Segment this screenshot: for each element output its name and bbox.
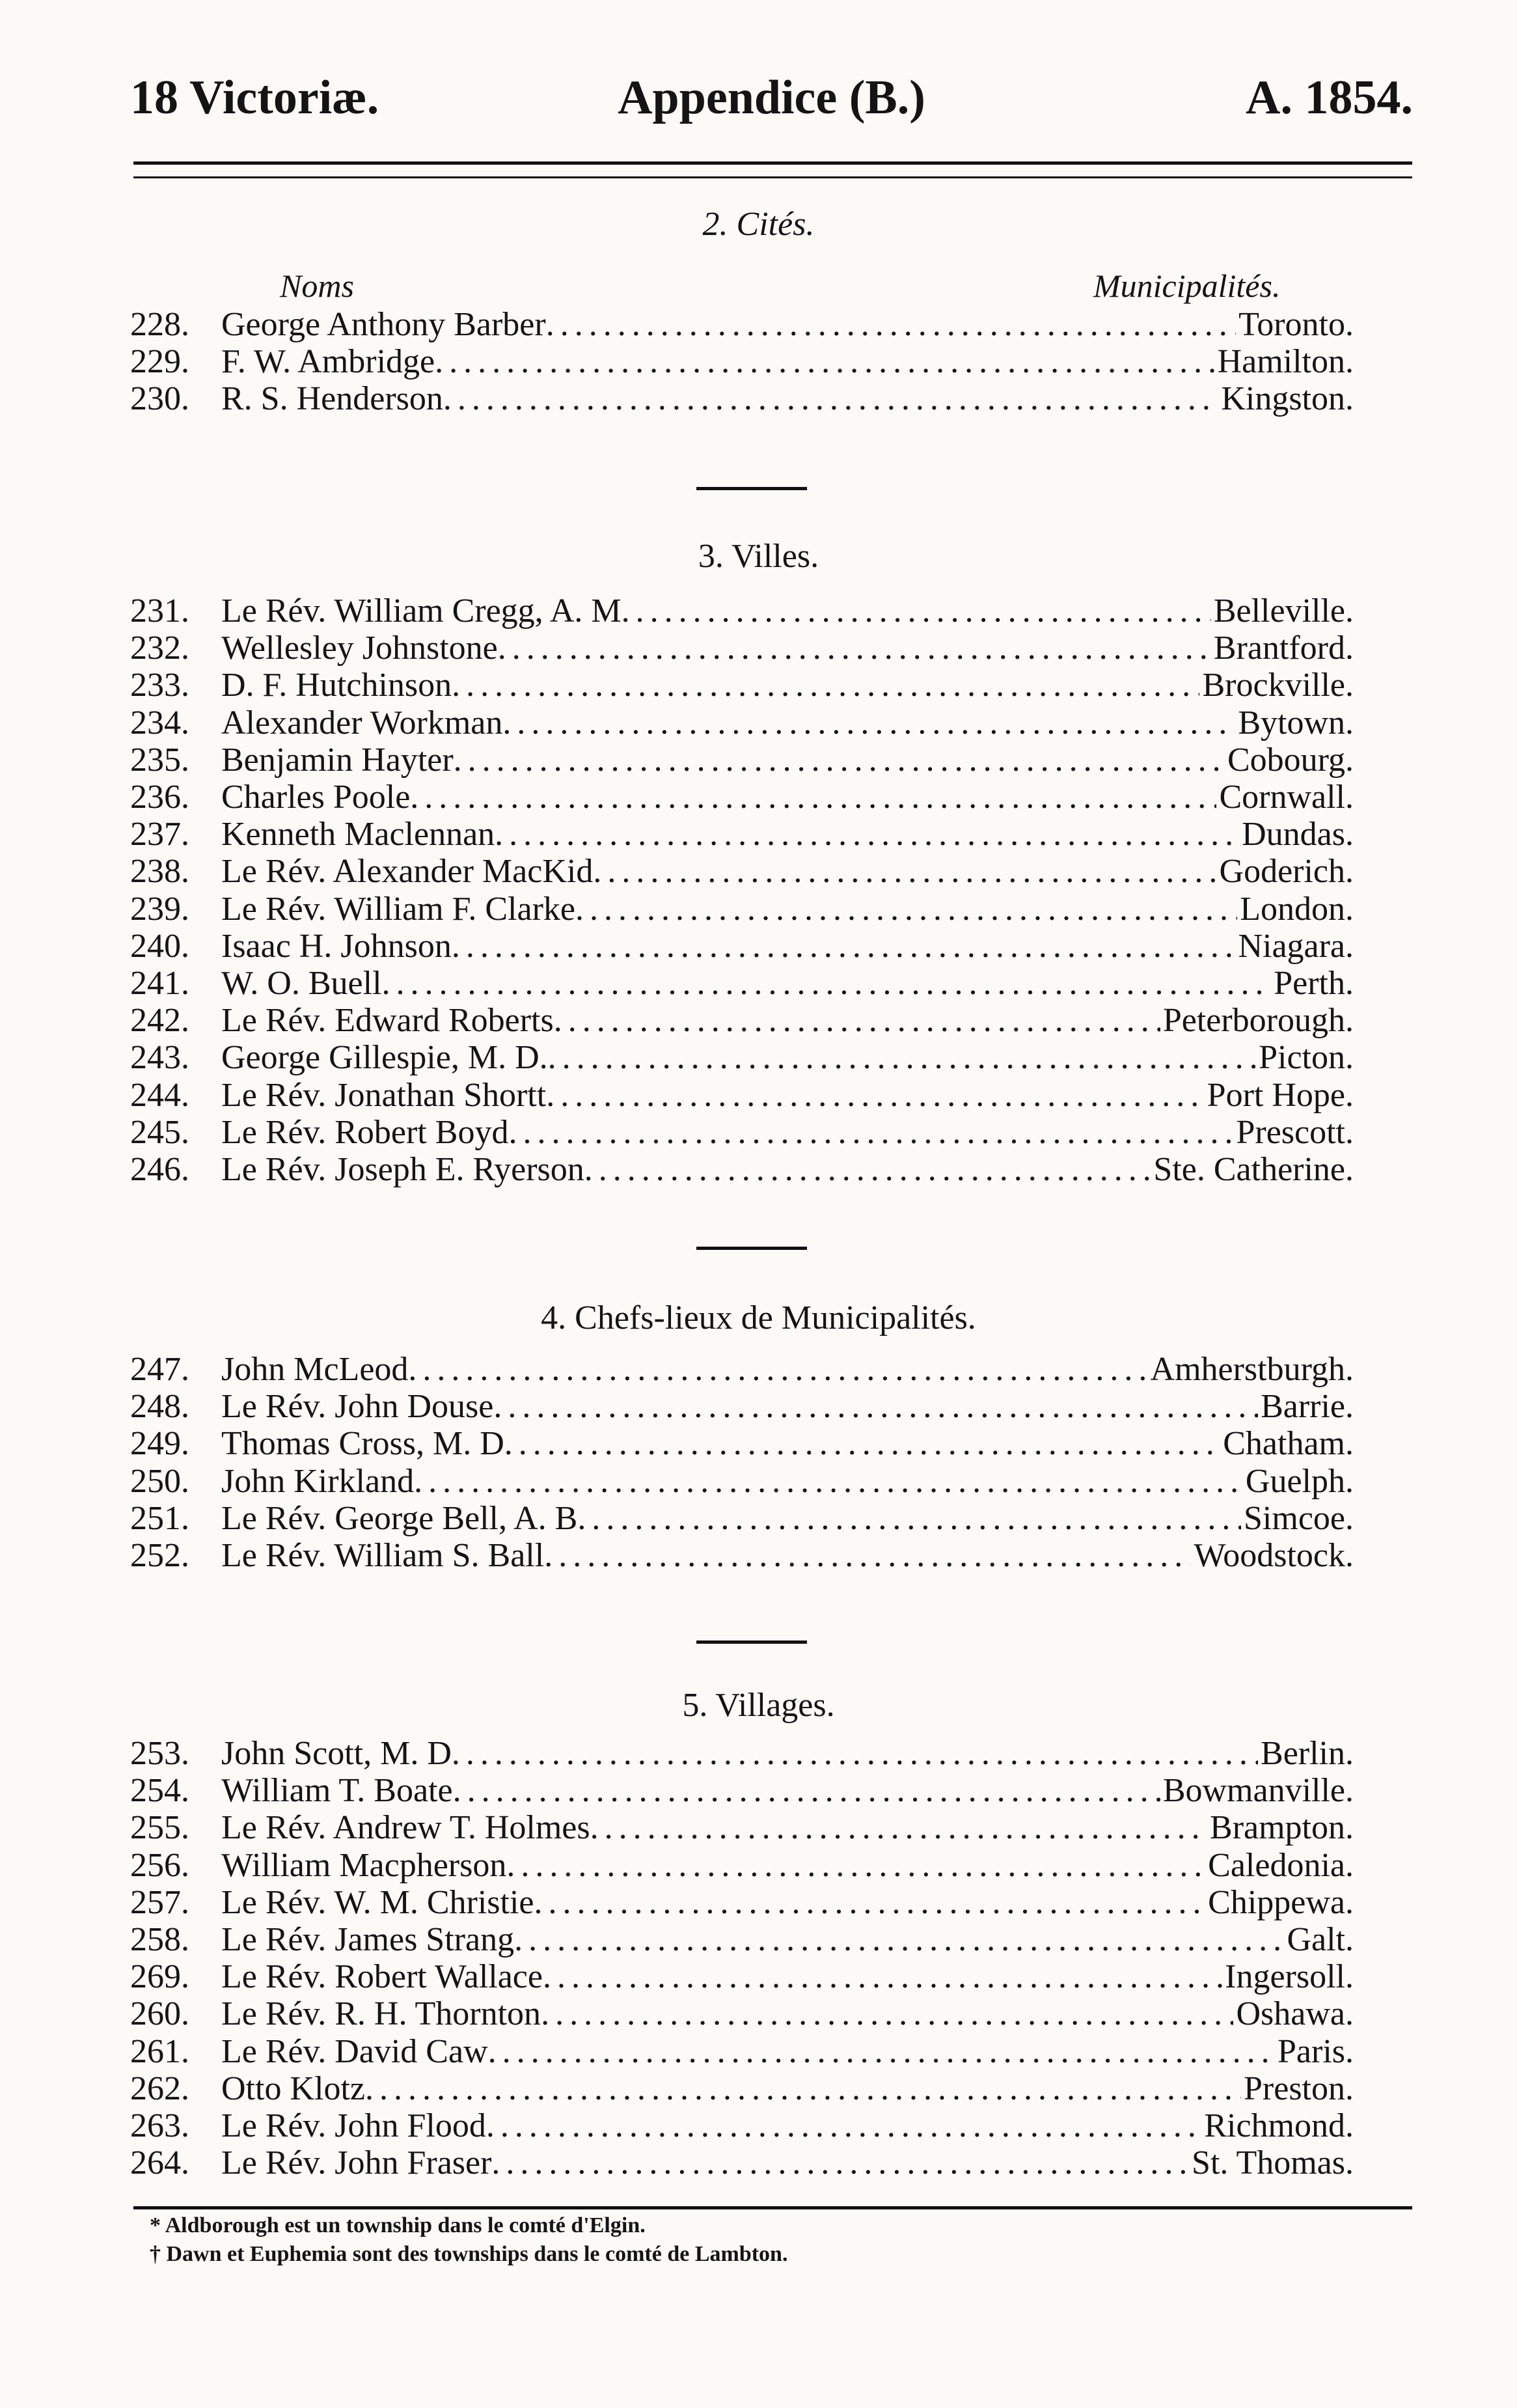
entry-municipality: St. Thomas. [1192, 2144, 1354, 2182]
entry-number: 250. [130, 1462, 189, 1500]
list-item [130, 1039, 1354, 1077]
list-item [130, 667, 1354, 704]
entry-municipality: Galt. [1287, 1921, 1354, 1958]
entry-line [221, 965, 1354, 1003]
dot-leader [544, 1537, 1191, 1575]
entry-name: George Anthony Barber [221, 306, 546, 343]
dot-leader [452, 667, 1199, 704]
entry-line [221, 1351, 1354, 1389]
list-item [130, 1847, 1354, 1885]
entry-name: Benjamin Hayter [221, 741, 454, 779]
entry-number: 237. [130, 816, 189, 853]
entry-municipality: Simcoe. [1244, 1499, 1354, 1537]
dot-leader [584, 1151, 1151, 1189]
entry-name: William T. Boate [221, 1772, 453, 1810]
list-item [130, 1921, 1354, 1959]
list-item [130, 1425, 1354, 1463]
dot-leader [506, 1847, 1205, 1885]
entry-number: 269. [130, 1958, 189, 1996]
entry-name: D. F. Hutchinson [221, 667, 452, 704]
dot-leader [577, 1500, 1241, 1538]
entry-number: 241. [130, 965, 189, 1002]
section-divider [696, 1640, 807, 1644]
entry-line [221, 1772, 1354, 1810]
list-item [130, 779, 1354, 816]
dot-leader [382, 965, 1272, 1003]
entry-municipality: Chippewa. [1208, 1883, 1354, 1921]
section-title-villages: 5. Villages. [682, 1687, 835, 1724]
entry-municipality: Hamilton. [1217, 343, 1354, 381]
entry-number: 254. [130, 1772, 189, 1810]
entry-line [221, 2107, 1354, 2145]
entry-line [221, 1077, 1354, 1114]
entry-number: 231. [130, 592, 189, 630]
dot-leader [498, 630, 1211, 667]
entry-municipality: Port Hope. [1207, 1076, 1354, 1114]
header-appendix: Appendice (B.) [618, 71, 925, 124]
list-item [130, 1884, 1354, 1922]
entry-municipality: Niagara. [1238, 927, 1354, 965]
entry-number: 234. [130, 704, 189, 741]
entry-name: Le Rév. Andrew T. Holmes [221, 1809, 590, 1847]
entry-number: 229. [130, 343, 189, 381]
header-double-rule [133, 161, 1412, 178]
dot-leader [410, 779, 1216, 816]
entry-line [221, 741, 1354, 779]
footnote-dawn-euphemia: † Dawn et Euphemia sont des townships dans le comté de Lambton. [150, 2242, 788, 2266]
entry-municipality: Kingston. [1221, 380, 1354, 418]
entry-name: Le Rév. William F. Clarke [221, 890, 575, 928]
dot-leader [502, 704, 1235, 742]
entry-name: Le Rév. Edward Roberts [221, 1002, 554, 1040]
dot-leader [414, 1463, 1243, 1501]
dot-leader [493, 1388, 1258, 1426]
entry-municipality: Dundas. [1242, 816, 1354, 853]
list-item [130, 1351, 1354, 1389]
dot-leader [514, 1921, 1284, 1959]
entry-line [221, 2070, 1354, 2108]
entry-line [221, 1500, 1354, 1538]
entry-line [221, 1002, 1354, 1040]
entry-municipality: Brantford. [1213, 630, 1354, 667]
entry-municipality: Brampton. [1210, 1809, 1354, 1847]
entry-line [221, 592, 1354, 630]
entry-municipality: Caledonia. [1208, 1846, 1354, 1884]
entry-number: 253. [130, 1735, 189, 1772]
entry-municipality: Bytown. [1238, 704, 1354, 741]
entry-name: Le Rév. R. H. Thornton [221, 1995, 541, 2033]
entry-number: 235. [130, 741, 189, 779]
header-session: 18 Victoriæ. [130, 71, 379, 124]
dot-leader [454, 741, 1225, 779]
list-item [130, 704, 1354, 742]
entry-name: Kenneth Maclennan [221, 816, 495, 853]
dot-leader [443, 380, 1218, 418]
entry-number: 236. [130, 779, 189, 816]
entry-municipality: Ste. Catherine. [1153, 1151, 1354, 1188]
list-item [130, 2144, 1354, 2182]
section-divider [696, 1247, 807, 1250]
entry-name: Isaac H. Johnson [221, 927, 452, 965]
dot-leader [488, 2033, 1275, 2071]
entry-name: George Gillespie, M. D. [221, 1039, 548, 1077]
dot-leader [546, 306, 1236, 344]
dot-leader [541, 1995, 1233, 2033]
dot-leader [486, 2107, 1201, 2145]
entry-name: John Kirkland [221, 1462, 415, 1500]
entry-name: Le Rév. W. M. Christie [221, 1883, 534, 1921]
entry-municipality: Picton. [1259, 1039, 1354, 1077]
entry-number: 251. [130, 1499, 189, 1537]
entry-number: 239. [130, 890, 189, 928]
entry-line [221, 1995, 1354, 2033]
dot-leader [491, 2144, 1189, 2182]
entry-line [221, 2144, 1354, 2182]
entry-line [221, 816, 1354, 853]
dot-leader [452, 928, 1236, 965]
list-item [130, 2107, 1354, 2145]
entry-line [221, 2033, 1354, 2071]
entry-municipality: Peterborough. [1162, 1002, 1354, 1040]
entry-number: 249. [130, 1425, 189, 1463]
entry-line [221, 1114, 1354, 1152]
entry-name: Le Rév. John Fraser [221, 2144, 492, 2182]
list-item [130, 853, 1354, 891]
entry-name: Le Rév. William S. Ball [221, 1537, 545, 1574]
entry-number: 243. [130, 1039, 189, 1077]
list-item [130, 630, 1354, 667]
list-item [130, 1388, 1354, 1426]
page-header [130, 70, 1413, 142]
entry-number: 256. [130, 1846, 189, 1884]
entry-line [221, 1884, 1354, 1922]
entry-line [221, 1735, 1354, 1773]
dot-leader [590, 1809, 1207, 1847]
list-item [130, 2070, 1354, 2108]
entry-number: 261. [130, 2032, 189, 2070]
entry-name: Le Rév. John Flood [221, 2107, 486, 2144]
list-item [130, 343, 1354, 381]
entry-number: 260. [130, 1995, 189, 2033]
dot-leader [453, 1772, 1160, 1810]
dot-leader [546, 1077, 1204, 1114]
dot-leader [593, 853, 1216, 891]
entry-number: 244. [130, 1076, 189, 1114]
entry-line [221, 630, 1354, 667]
list-item [130, 1958, 1354, 1996]
entry-name: Thomas Cross, M. D [221, 1425, 504, 1463]
entry-number: 262. [130, 2069, 189, 2107]
entry-line [221, 343, 1354, 381]
dot-leader [435, 343, 1214, 381]
entry-name: Le Rév. Robert Wallace [221, 1958, 543, 1996]
entry-name: Le Rév. David Caw [221, 2032, 488, 2070]
entry-line [221, 928, 1354, 965]
entry-line [221, 1463, 1354, 1501]
entry-line [221, 1388, 1354, 1426]
entry-number: 242. [130, 1002, 189, 1040]
list-item [130, 1114, 1354, 1152]
entry-name: John McLeod [221, 1351, 409, 1388]
dot-leader [452, 1735, 1258, 1773]
entry-municipality: Cobourg. [1227, 741, 1354, 779]
entry-municipality: Perth. [1274, 965, 1354, 1002]
dot-leader [365, 2070, 1241, 2108]
dot-leader [548, 1039, 1256, 1077]
entry-name: F. W. Ambridge [221, 343, 435, 381]
dot-leader [408, 1351, 1147, 1389]
dot-leader [622, 592, 1211, 630]
entry-line [221, 1039, 1354, 1077]
entry-name: Wellesley Johnstone [221, 630, 498, 667]
list-item [130, 380, 1354, 418]
entry-line [221, 1425, 1354, 1463]
entry-line [221, 853, 1354, 891]
list-item [130, 1537, 1354, 1575]
entry-municipality: Richmond. [1204, 2107, 1354, 2144]
entry-number: 232. [130, 630, 189, 667]
entry-line [221, 1809, 1354, 1847]
entry-municipality: Toronto. [1238, 306, 1354, 343]
section-title-chefs-lieux: 4. Chefs-lieux de Municipalités. [541, 1299, 976, 1336]
list-item [130, 1077, 1354, 1114]
entry-municipality: Bowmanville. [1162, 1772, 1354, 1810]
entry-number: 247. [130, 1351, 189, 1388]
entry-line [221, 1921, 1354, 1959]
column-heading-names: Noms [280, 268, 354, 304]
entry-line [221, 1847, 1354, 1885]
entry-number: 258. [130, 1921, 189, 1958]
dot-leader [554, 1002, 1160, 1040]
entry-number: 238. [130, 853, 189, 891]
entry-municipality: Guelph. [1245, 1462, 1354, 1500]
list-item [130, 816, 1354, 853]
entry-line [221, 1151, 1354, 1189]
entry-number: 257. [130, 1883, 189, 1921]
entry-name: Le Rév. John Douse [221, 1388, 494, 1426]
entry-number: 245. [130, 1113, 189, 1151]
list-item [130, 2033, 1354, 2071]
entry-name: Le Rév. George Bell, A. B [221, 1499, 578, 1537]
entry-municipality: Paris. [1278, 2032, 1354, 2070]
column-heading-municipalities: Municipalités. [1093, 268, 1281, 304]
section-divider [696, 487, 807, 490]
entry-line [221, 1537, 1354, 1575]
dot-leader [495, 816, 1239, 853]
entry-line [221, 380, 1354, 418]
entry-name: Le Rév. William Cregg, A. M [221, 592, 622, 630]
entry-municipality: Chatham. [1223, 1425, 1354, 1463]
entry-municipality: Preston. [1244, 2069, 1354, 2107]
header-year: A. 1854. [1246, 71, 1413, 124]
entry-line [221, 306, 1354, 344]
dot-leader [508, 1114, 1233, 1152]
entry-name: Le Rév. Alexander MacKid [221, 853, 594, 891]
list-item [130, 1995, 1354, 2033]
entry-number: 228. [130, 306, 189, 343]
entry-municipality: Berlin. [1261, 1735, 1354, 1772]
entry-number: 255. [130, 1809, 189, 1847]
list-item [130, 741, 1354, 779]
list-item [130, 1772, 1354, 1810]
entry-name: Otto Klotz [221, 2069, 365, 2107]
entry-number: 246. [130, 1151, 189, 1188]
entry-name: William Macpherson [221, 1846, 507, 1884]
entry-municipality: London. [1240, 890, 1354, 928]
dot-leader [543, 1958, 1222, 1996]
section-title-villes: 3. Villes. [698, 538, 819, 575]
entry-number: 252. [130, 1537, 189, 1574]
entry-name: Alexander Workman [221, 704, 503, 741]
entry-number: 233. [130, 667, 189, 704]
list-item [130, 928, 1354, 965]
entry-municipality: Amherstburgh. [1150, 1351, 1354, 1388]
entry-name: W. O. Buell [221, 965, 382, 1002]
dot-leader [504, 1425, 1220, 1463]
entry-municipality: Woodstock. [1194, 1537, 1354, 1574]
entry-name: Charles Poole [221, 779, 411, 816]
entry-name: R. S. Henderson [221, 380, 443, 418]
list-item [130, 1500, 1354, 1538]
dot-leader [575, 891, 1237, 928]
entry-name: Le Rév. Joseph E. Ryerson [221, 1151, 584, 1188]
list-item [130, 592, 1354, 630]
list-item [130, 1809, 1354, 1847]
list-item [130, 891, 1354, 928]
entry-number: 240. [130, 927, 189, 965]
entry-line [221, 779, 1354, 816]
entry-municipality: Prescott. [1236, 1113, 1354, 1151]
entry-number: 230. [130, 380, 189, 418]
entry-number: 263. [130, 2107, 189, 2144]
entry-name: Le Rév. James Strang [221, 1921, 515, 1958]
entry-name: Le Rév. Robert Boyd [221, 1113, 509, 1151]
list-item [130, 1151, 1354, 1189]
footnote-rule [133, 2206, 1412, 2209]
entry-municipality: Cornwall. [1219, 779, 1354, 816]
list-item [130, 306, 1354, 344]
entry-line [221, 891, 1354, 928]
entry-name: Le Rév. Jonathan Shortt [221, 1076, 547, 1114]
list-item [130, 1002, 1354, 1040]
dot-leader [534, 1884, 1206, 1922]
entry-name: John Scott, M. D [221, 1735, 452, 1772]
list-item [130, 1735, 1354, 1773]
entry-municipality: Belleville. [1213, 592, 1354, 630]
entry-line [221, 704, 1354, 742]
entry-number: 248. [130, 1388, 189, 1426]
section-title-cites: 2. Cités. [702, 206, 815, 243]
entry-municipality: Barrie. [1261, 1388, 1354, 1426]
entry-line [221, 1958, 1354, 1996]
entry-municipality: Ingersoll. [1225, 1958, 1354, 1996]
entry-municipality: Goderich. [1219, 853, 1354, 891]
footnote-aldborough: * Aldborough est un township dans le comté d'Elgin. [150, 2213, 646, 2237]
entry-line [221, 667, 1354, 704]
entry-number: 264. [130, 2144, 189, 2182]
entry-municipality: Oshawa. [1236, 1995, 1354, 2033]
entry-municipality: Brockville. [1202, 667, 1354, 704]
list-item [130, 1463, 1354, 1501]
list-item [130, 965, 1354, 1003]
